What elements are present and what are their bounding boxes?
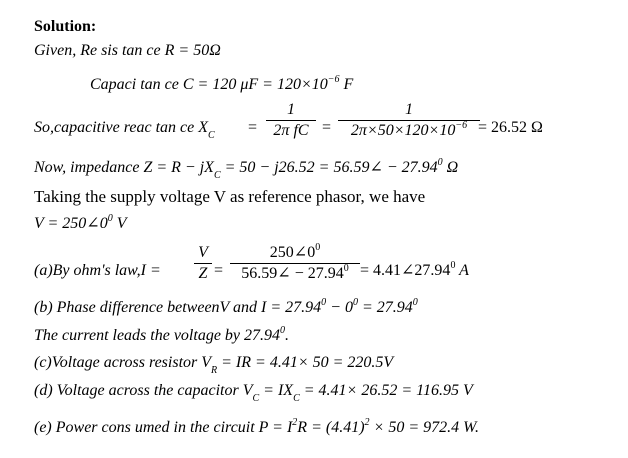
degree-mark: 0 <box>280 324 286 336</box>
reactance-result: = 26.52 Ω <box>478 119 543 136</box>
impedance-value: = 50 − j26.52 = 56.59∠ − 27.94 <box>220 159 438 176</box>
part-e-exponent: 2 <box>292 416 298 428</box>
voltage-phasor-text: V = 250∠0 <box>34 215 108 232</box>
fraction-numerator: V <box>198 244 208 261</box>
fraction-bar <box>194 263 212 264</box>
degree-mark: 0 <box>107 212 113 224</box>
current-unit: A <box>455 262 469 279</box>
fraction-numerator <box>230 241 360 262</box>
reactance-equals-1: = <box>248 119 258 136</box>
part-d-subscript: C <box>252 393 260 405</box>
capacitance-exponent: −6 <box>327 73 340 85</box>
fraction-denominator <box>230 262 360 283</box>
part-c-value: = IR = 4.41× 50 = 220.5V <box>217 354 394 371</box>
degree-mark: 0 <box>315 241 321 253</box>
part-e-value: × 50 = 972.4 W. <box>369 419 479 436</box>
degree-mark: 0 <box>437 156 443 168</box>
lead-period: . <box>285 327 290 344</box>
part-a-equals: = <box>214 262 224 279</box>
reactance-lhs <box>34 118 215 142</box>
denominator-exponent: −6 <box>455 119 468 131</box>
part-e-middle: R = (4.41) <box>297 419 365 436</box>
voltage-phasor <box>34 214 126 234</box>
fraction-denominator: Z <box>198 265 208 282</box>
reference-sentence: Taking the supply voltage V as reference phasor, we have <box>34 187 426 206</box>
part-d-value: = 4.41× 26.52 = 116.95 V <box>299 382 473 399</box>
part-d-middle: = IX <box>259 382 294 399</box>
reactance-fraction-1 <box>266 101 316 140</box>
degree-mark: 0 <box>352 296 358 308</box>
part-a-fraction-2 <box>230 241 360 283</box>
part-a-lhs: (a)By ohm's law,I = <box>34 262 161 279</box>
current-value: = 4.41∠27.94 <box>360 262 451 279</box>
part-e-exponent-2: 2 <box>364 416 370 428</box>
impedance-line <box>34 156 459 182</box>
part-b-line <box>34 298 418 318</box>
degree-mark: 0 <box>412 296 418 308</box>
capacitance-text: Capaci tan ce C = 120 μF = 120×10 <box>90 76 328 93</box>
part-c-line <box>34 353 394 377</box>
part-a-fraction-1 <box>194 244 212 283</box>
given-capacitance <box>90 75 353 95</box>
voltage-phasor-unit: V <box>112 215 127 232</box>
part-b-minus: − 0 <box>326 299 353 316</box>
denominator-text: 2π×50×120×10 <box>350 122 456 139</box>
part-e-text: (e) Power cons umed in the circuit P = I <box>34 419 293 436</box>
capacitance-unit: F <box>339 76 354 93</box>
given-resistance: Given, Re sis tan ce R = 50Ω <box>34 42 221 59</box>
denominator-text: 56.59∠ − 27.94 <box>241 265 344 282</box>
part-e-line <box>34 418 479 438</box>
degree-mark: 0 <box>450 259 456 271</box>
impedance-text: Now, impedance Z = R − jX <box>34 159 214 176</box>
part-d-line <box>34 381 473 405</box>
lead-sentence <box>34 326 289 346</box>
fraction-numerator: 1 <box>405 101 413 118</box>
reactance-fraction-2 <box>338 101 480 140</box>
part-d-text: (d) Voltage across the capacitor V <box>34 382 253 399</box>
fraction-bar <box>266 120 316 121</box>
reactance-equals-2: = <box>322 119 332 136</box>
numerator-text: 250∠0 <box>269 244 316 261</box>
part-c-text: (c)Voltage across resistor V <box>34 354 212 371</box>
reactance-subscript: C <box>208 130 215 142</box>
part-b-result: = 27.94 <box>357 299 413 316</box>
fraction-denominator: 2π fC <box>273 122 309 139</box>
reactance-label: So,capacitive reac tan ce X <box>34 119 208 136</box>
part-d-subscript-2: C <box>293 393 300 405</box>
degree-mark: 0 <box>343 262 349 274</box>
lead-text: The current leads the voltage by 27.94 <box>34 327 281 344</box>
fraction-bar <box>230 263 360 264</box>
fraction-numerator: 1 <box>287 101 295 118</box>
solution-heading: Solution: <box>34 18 97 35</box>
part-c-subscript: R <box>211 365 218 377</box>
impedance-subscript: C <box>213 170 221 182</box>
part-b-text: (b) Phase difference betweenV and I = 27.94 <box>34 299 322 316</box>
degree-mark: 0 <box>321 296 327 308</box>
impedance-unit: Ω <box>442 159 459 176</box>
part-a-result <box>360 261 469 281</box>
fraction-denominator <box>338 119 480 140</box>
